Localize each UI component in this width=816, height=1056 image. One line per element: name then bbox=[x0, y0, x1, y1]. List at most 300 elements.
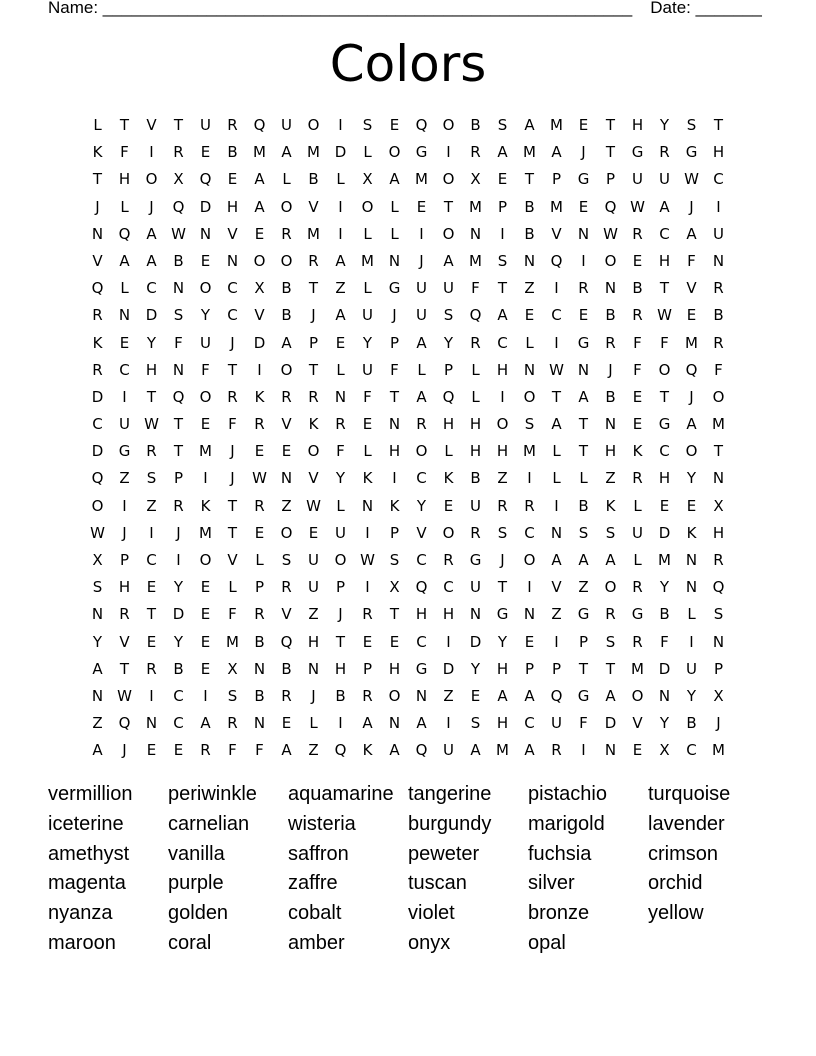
grid-letter: O bbox=[199, 387, 212, 406]
grid-letter: H bbox=[388, 442, 401, 461]
word-list-item: lavender bbox=[648, 812, 725, 835]
grid-letter: J bbox=[716, 714, 721, 733]
grid-letter: O bbox=[199, 551, 212, 569]
grid-letter: R bbox=[416, 415, 427, 434]
grid-letter: A bbox=[497, 306, 508, 325]
grid-letter: R bbox=[659, 143, 670, 162]
grid-letter: B bbox=[254, 632, 265, 651]
grid-letter: O bbox=[334, 551, 347, 569]
date-field-label: Date: _______ bbox=[650, 0, 762, 17]
grid-letter: Q bbox=[253, 116, 266, 134]
grid-letter: C bbox=[524, 523, 535, 542]
grid-letter: G bbox=[388, 279, 401, 298]
grid-letter: I bbox=[365, 578, 370, 597]
word-list-item: cobalt bbox=[288, 902, 342, 925]
grid-letter: F bbox=[687, 251, 696, 270]
grid-letter: P bbox=[389, 523, 400, 542]
grid-letter: H bbox=[145, 360, 158, 379]
grid-letter: P bbox=[605, 170, 616, 189]
grid-letter: V bbox=[632, 714, 643, 733]
grid-letter: R bbox=[308, 387, 319, 406]
grid-letter: T bbox=[605, 143, 616, 162]
grid-letter: K bbox=[632, 442, 643, 461]
grid-letter: L bbox=[471, 360, 480, 379]
grid-letter: N bbox=[685, 578, 698, 597]
grid-letter: T bbox=[578, 442, 589, 461]
header-line bbox=[48, 0, 762, 18]
grid-letter: W bbox=[306, 496, 321, 515]
grid-letter: E bbox=[200, 632, 211, 651]
grid-letter: I bbox=[500, 387, 505, 406]
grid-letter: W bbox=[144, 415, 159, 434]
grid-letter: B bbox=[173, 251, 184, 270]
grid-letter: Z bbox=[92, 714, 103, 733]
grid-letter: E bbox=[200, 143, 211, 162]
grid-letter: O bbox=[442, 224, 455, 243]
grid-letter: G bbox=[415, 143, 428, 162]
grid-letter: R bbox=[632, 306, 643, 325]
word-list-item: coral bbox=[168, 931, 212, 954]
grid-letter: O bbox=[496, 415, 509, 434]
grid-letter: I bbox=[581, 741, 586, 760]
grid-letter: A bbox=[551, 551, 562, 569]
grid-letter: Z bbox=[551, 605, 562, 624]
grid-letter: A bbox=[443, 251, 454, 270]
grid-letter: Y bbox=[146, 333, 157, 352]
grid-letter: E bbox=[497, 170, 508, 189]
grid-letter: F bbox=[255, 741, 264, 760]
grid-letter: M bbox=[712, 415, 725, 434]
word-list-item: burgundy bbox=[408, 812, 492, 835]
grid-letter: X bbox=[254, 279, 265, 298]
grid-letter: X bbox=[659, 741, 670, 760]
grid-letter: R bbox=[713, 279, 724, 298]
grid-letter: B bbox=[605, 387, 616, 406]
grid-letter: I bbox=[392, 469, 397, 488]
grid-letter: L bbox=[525, 333, 534, 352]
grid-letter: V bbox=[227, 551, 238, 569]
grid-letter: O bbox=[388, 686, 401, 705]
grid-letter: R bbox=[335, 415, 346, 434]
grid-letter: L bbox=[633, 551, 642, 569]
grid-letter: M bbox=[199, 442, 212, 461]
grid-letter: E bbox=[416, 197, 427, 216]
grid-letter: J bbox=[311, 686, 316, 705]
grid-letter: P bbox=[119, 551, 130, 569]
grid-letter: O bbox=[280, 523, 293, 542]
grid-letter: A bbox=[335, 306, 346, 325]
word-list-item: bronze bbox=[528, 902, 590, 925]
grid-letter: B bbox=[254, 686, 265, 705]
grid-letter: H bbox=[118, 170, 131, 189]
grid-letter: W bbox=[549, 360, 564, 379]
grid-letter: C bbox=[659, 442, 670, 461]
grid-letter: G bbox=[685, 143, 698, 162]
grid-letter: M bbox=[523, 442, 536, 461]
grid-letter: E bbox=[254, 442, 265, 461]
grid-letter: L bbox=[336, 496, 345, 515]
grid-letter: A bbox=[254, 197, 265, 216]
grid-letter: R bbox=[254, 605, 265, 624]
grid-letter: Z bbox=[443, 686, 454, 705]
grid-letter: N bbox=[91, 224, 104, 243]
grid-letter: X bbox=[173, 170, 184, 189]
grid-letter: O bbox=[280, 197, 293, 216]
grid-letter: N bbox=[172, 360, 185, 379]
grid-letter: Z bbox=[308, 605, 319, 624]
grid-letter: J bbox=[581, 143, 586, 162]
grid-letter: I bbox=[554, 279, 559, 298]
grid-letter: P bbox=[335, 578, 346, 597]
grid-letter: I bbox=[338, 714, 343, 733]
word-list-item: maroon bbox=[48, 931, 116, 954]
grid-letter: C bbox=[416, 469, 427, 488]
grid-letter: C bbox=[227, 279, 238, 298]
grid-letter: T bbox=[92, 170, 103, 189]
grid-letter: F bbox=[228, 605, 237, 624]
grid-letter: H bbox=[604, 442, 617, 461]
word-list-item: crimson bbox=[648, 842, 719, 865]
grid-letter: Y bbox=[659, 116, 670, 134]
word-list-item: aquamarine bbox=[288, 783, 394, 805]
grid-letter: V bbox=[119, 632, 130, 651]
grid-letter: E bbox=[686, 306, 697, 325]
grid-letter: R bbox=[470, 333, 481, 352]
grid-letter: B bbox=[470, 116, 481, 134]
grid-letter: O bbox=[523, 551, 536, 569]
word-list bbox=[48, 780, 768, 959]
grid-letter: N bbox=[604, 415, 617, 434]
grid-letter: D bbox=[658, 523, 671, 542]
grid-letter: B bbox=[659, 605, 670, 624]
grid-letter: E bbox=[686, 496, 697, 515]
grid-letter: N bbox=[712, 632, 725, 651]
grid-letter: E bbox=[200, 578, 211, 597]
grid-letter: P bbox=[254, 578, 265, 597]
grid-letter: L bbox=[336, 170, 345, 189]
grid-letter: A bbox=[389, 741, 400, 760]
grid-letter: A bbox=[146, 251, 157, 270]
grid-letter: A bbox=[497, 143, 508, 162]
grid-letter: W bbox=[252, 469, 267, 488]
grid-letter: Z bbox=[119, 469, 130, 488]
grid-letter: E bbox=[578, 116, 589, 134]
grid-letter: L bbox=[309, 714, 318, 733]
grid-letter: E bbox=[200, 659, 211, 678]
grid-letter: M bbox=[496, 741, 509, 760]
grid-letter: H bbox=[118, 578, 131, 597]
grid-letter: L bbox=[687, 605, 696, 624]
grid-letter: E bbox=[632, 741, 643, 760]
grid-letter: C bbox=[173, 714, 184, 733]
grid-letter: C bbox=[524, 714, 535, 733]
grid-letter: W bbox=[603, 224, 618, 243]
grid-letter: B bbox=[173, 659, 184, 678]
grid-letter: G bbox=[631, 605, 644, 624]
grid-letter: Q bbox=[334, 741, 347, 760]
grid-letter: J bbox=[230, 442, 235, 461]
grid-letter: A bbox=[551, 143, 562, 162]
grid-letter: N bbox=[550, 523, 563, 542]
grid-letter: K bbox=[686, 523, 697, 542]
grid-letter: J bbox=[608, 360, 613, 379]
grid-letter: T bbox=[146, 387, 157, 406]
grid-letter: K bbox=[254, 387, 265, 406]
grid-letter: I bbox=[446, 143, 451, 162]
grid-letter: G bbox=[631, 143, 644, 162]
grid-letter: M bbox=[307, 143, 320, 162]
grid-letter: R bbox=[281, 578, 292, 597]
grid-letter: N bbox=[91, 686, 104, 705]
grid-letter: D bbox=[199, 197, 212, 216]
grid-letter: P bbox=[389, 333, 400, 352]
grid-letter: N bbox=[685, 551, 698, 569]
grid-letter: G bbox=[658, 415, 671, 434]
grid-letter: N bbox=[415, 686, 428, 705]
grid-letter: E bbox=[389, 116, 400, 134]
grid-letter: T bbox=[227, 523, 238, 542]
grid-letter: I bbox=[338, 224, 343, 243]
grid-letter: X bbox=[470, 170, 481, 189]
grid-letter: Q bbox=[685, 360, 698, 379]
grid-letter: Q bbox=[469, 306, 482, 325]
grid-letter: A bbox=[470, 741, 481, 760]
grid-letter: Q bbox=[280, 632, 293, 651]
word-list-item: zaffre bbox=[288, 872, 338, 895]
grid-letter: T bbox=[497, 279, 508, 298]
grid-letter: O bbox=[280, 251, 293, 270]
grid-letter: M bbox=[361, 251, 374, 270]
grid-letter: K bbox=[389, 496, 400, 515]
grid-letter: R bbox=[470, 523, 481, 542]
grid-letter: O bbox=[685, 442, 698, 461]
grid-letter: I bbox=[527, 578, 532, 597]
grid-letter: G bbox=[577, 333, 590, 352]
grid-letter: O bbox=[442, 170, 455, 189]
grid-letter: D bbox=[658, 659, 671, 678]
grid-letter: T bbox=[605, 116, 616, 134]
grid-letter: N bbox=[280, 469, 293, 488]
grid-letter: R bbox=[173, 496, 184, 515]
grid-letter: Z bbox=[335, 279, 346, 298]
grid-letter: T bbox=[119, 116, 130, 134]
grid-letter: A bbox=[497, 686, 508, 705]
grid-letter: T bbox=[308, 360, 319, 379]
grid-letter: R bbox=[497, 496, 508, 515]
grid-letter: K bbox=[605, 496, 616, 515]
grid-letter: H bbox=[496, 659, 509, 678]
grid-letter: T bbox=[227, 496, 238, 515]
grid-letter: D bbox=[172, 605, 185, 624]
grid-letter: F bbox=[228, 741, 237, 760]
grid-letter: Y bbox=[92, 632, 103, 651]
grid-letter: H bbox=[469, 442, 482, 461]
grid-letter: T bbox=[389, 605, 400, 624]
grid-letter: W bbox=[630, 197, 645, 216]
grid-letter: S bbox=[605, 632, 616, 651]
grid-letter: Q bbox=[550, 686, 563, 705]
grid-letter: R bbox=[227, 714, 238, 733]
grid-letter: L bbox=[255, 551, 264, 569]
grid-letter: B bbox=[605, 306, 616, 325]
grid-letter: M bbox=[658, 551, 671, 569]
grid-letter: N bbox=[604, 279, 617, 298]
grid-letter: N bbox=[253, 659, 266, 678]
grid-letter: Z bbox=[605, 469, 616, 488]
grid-letter: H bbox=[496, 360, 509, 379]
grid-letter: I bbox=[203, 686, 208, 705]
grid-letter: B bbox=[713, 306, 724, 325]
grid-letter: J bbox=[176, 523, 181, 542]
grid-letter: V bbox=[146, 116, 157, 134]
grid-letter: D bbox=[604, 714, 617, 733]
grid-letter: O bbox=[604, 251, 617, 270]
grid-letter: S bbox=[686, 116, 697, 134]
grid-letter: U bbox=[362, 306, 373, 325]
grid-letter: E bbox=[146, 578, 157, 597]
grid-letter: E bbox=[659, 496, 670, 515]
grid-letter: H bbox=[631, 116, 644, 134]
grid-letter: R bbox=[92, 360, 103, 379]
grid-letter: O bbox=[712, 387, 725, 406]
grid-letter: N bbox=[388, 415, 401, 434]
grid-letter: A bbox=[524, 686, 535, 705]
grid-letter: A bbox=[92, 659, 103, 678]
grid-letter: E bbox=[470, 686, 481, 705]
grid-letter: G bbox=[496, 605, 509, 624]
grid-letter: X bbox=[713, 496, 724, 515]
grid-letter: I bbox=[419, 224, 424, 243]
grid-letter: N bbox=[577, 360, 590, 379]
grid-letter: L bbox=[552, 442, 561, 461]
grid-letter: E bbox=[578, 306, 589, 325]
grid-letter: R bbox=[470, 143, 481, 162]
grid-letter: F bbox=[174, 333, 183, 352]
grid-letter: T bbox=[497, 578, 508, 597]
grid-letter: M bbox=[550, 116, 563, 134]
word-list-item: fuchsia bbox=[528, 842, 592, 865]
grid-letter: A bbox=[362, 714, 373, 733]
grid-letter: E bbox=[308, 523, 319, 542]
grid-letter: F bbox=[633, 360, 642, 379]
word-list-item: purple bbox=[168, 872, 224, 895]
grid-letter: Q bbox=[118, 224, 131, 243]
grid-letter: V bbox=[227, 224, 238, 243]
grid-letter: G bbox=[577, 605, 590, 624]
grid-letter: X bbox=[389, 578, 400, 597]
grid-letter: B bbox=[281, 306, 292, 325]
grid-letter: P bbox=[578, 632, 589, 651]
grid-letter: P bbox=[173, 469, 184, 488]
grid-letter: C bbox=[173, 686, 184, 705]
grid-letter: F bbox=[660, 632, 669, 651]
grid-letter: P bbox=[362, 659, 373, 678]
grid-letter: Y bbox=[173, 632, 184, 651]
grid-letter: V bbox=[308, 197, 319, 216]
grid-letter: F bbox=[633, 333, 642, 352]
grid-letter: I bbox=[338, 116, 343, 134]
grid-letter: D bbox=[442, 659, 455, 678]
grid-letter: U bbox=[632, 523, 643, 542]
grid-letter: P bbox=[308, 333, 319, 352]
grid-letter: U bbox=[632, 170, 643, 189]
grid-letter: P bbox=[443, 360, 454, 379]
grid-letter: N bbox=[523, 360, 536, 379]
grid-letter: T bbox=[551, 387, 562, 406]
grid-letter: I bbox=[446, 714, 451, 733]
grid-letter: T bbox=[713, 442, 724, 461]
grid-letter: I bbox=[149, 143, 154, 162]
grid-letter: T bbox=[443, 197, 454, 216]
word-list-item: wisteria bbox=[288, 812, 356, 835]
grid-letter: V bbox=[281, 415, 292, 434]
grid-letter: O bbox=[253, 251, 266, 270]
grid-letter: E bbox=[227, 170, 238, 189]
grid-letter: A bbox=[578, 387, 589, 406]
grid-letter: M bbox=[307, 224, 320, 243]
grid-letter: K bbox=[92, 143, 103, 162]
grid-letter: D bbox=[469, 632, 482, 651]
grid-letter: I bbox=[527, 469, 532, 488]
grid-letter: N bbox=[523, 251, 536, 270]
grid-letter: N bbox=[145, 714, 158, 733]
grid-letter: A bbox=[92, 741, 103, 760]
grid-letter: O bbox=[442, 523, 455, 542]
grid-letter: W bbox=[360, 551, 375, 569]
grid-letter: Q bbox=[172, 387, 185, 406]
grid-letter: R bbox=[146, 442, 157, 461]
grid-letter: V bbox=[551, 578, 562, 597]
grid-letter: E bbox=[146, 741, 157, 760]
grid-letter: E bbox=[632, 415, 643, 434]
word-list-item: amethyst bbox=[48, 842, 130, 865]
grid-letter: S bbox=[146, 469, 157, 488]
grid-letter: M bbox=[523, 143, 536, 162]
grid-letter: L bbox=[282, 170, 291, 189]
grid-letter: I bbox=[500, 224, 505, 243]
grid-letter: N bbox=[226, 251, 239, 270]
grid-letter: Y bbox=[200, 306, 211, 325]
page-title: Colors bbox=[329, 35, 487, 93]
grid-letter: A bbox=[389, 170, 400, 189]
grid-letter: L bbox=[336, 360, 345, 379]
grid-letter: E bbox=[524, 632, 535, 651]
grid-letter: U bbox=[443, 279, 454, 298]
grid-letter: R bbox=[281, 387, 292, 406]
grid-letter: O bbox=[658, 360, 671, 379]
grid-letter: C bbox=[146, 551, 157, 569]
grid-letter: R bbox=[227, 387, 238, 406]
grid-letter: S bbox=[281, 551, 292, 569]
grid-letter: Z bbox=[308, 741, 319, 760]
grid-letter: G bbox=[469, 551, 482, 569]
grid-letter: T bbox=[173, 415, 184, 434]
grid-letter: H bbox=[496, 442, 509, 461]
grid-letter: T bbox=[173, 442, 184, 461]
grid-letter: P bbox=[497, 197, 508, 216]
grid-letter: C bbox=[119, 360, 130, 379]
grid-letter: T bbox=[308, 279, 319, 298]
grid-letter: K bbox=[308, 415, 319, 434]
grid-letter: H bbox=[712, 523, 725, 542]
grid-letter: K bbox=[200, 496, 211, 515]
grid-letter: U bbox=[416, 279, 427, 298]
word-list-item: opal bbox=[528, 931, 566, 954]
letter-grid bbox=[84, 112, 732, 765]
grid-letter: I bbox=[554, 632, 559, 651]
grid-letter: J bbox=[500, 551, 505, 569]
grid-letter: R bbox=[227, 116, 238, 134]
